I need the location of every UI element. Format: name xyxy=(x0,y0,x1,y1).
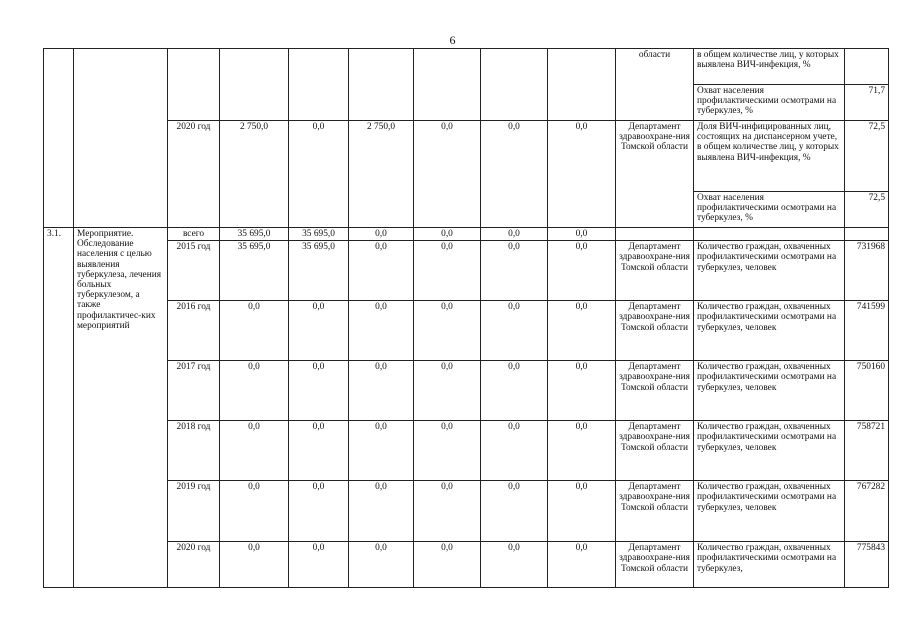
local-cell: 0,0 xyxy=(414,121,481,228)
other-cell: 0,0 xyxy=(548,361,616,421)
value-cell: 750160 xyxy=(845,361,889,421)
number-cell xyxy=(44,49,74,228)
year-cell: 2020 год xyxy=(168,121,220,228)
offbudget-cell: 0,0 xyxy=(481,481,548,542)
measure-name: Мероприятие. Обследование населения с целью выявления туберкулеза, лечения больных туберкулезом, а также профилактичес-ких мероприятий xyxy=(74,228,168,588)
year-cell: 2015 год xyxy=(168,241,220,301)
value-cell: 72,5 xyxy=(845,121,889,192)
other-cell: 0,0 xyxy=(548,121,616,228)
table-row xyxy=(44,361,889,421)
department-cell xyxy=(616,228,694,241)
offbudget-cell: 0,0 xyxy=(481,121,548,228)
table-row xyxy=(44,421,889,481)
regional-cell: 0,0 xyxy=(349,241,414,301)
local-cell: 0,0 xyxy=(414,361,481,421)
regional-cell: 0,0 xyxy=(349,228,414,241)
department-cell: Департамент здравоохране-ния Томской области xyxy=(616,542,694,588)
indicator-cell: Количество граждан, охваченных профилактическими осмотрами на туберкулез, человек xyxy=(694,301,845,361)
program-table xyxy=(43,48,889,588)
table-row xyxy=(44,301,889,361)
measure-number: 3.1. xyxy=(44,228,74,588)
name-cell xyxy=(74,49,168,228)
value-cell xyxy=(845,49,889,85)
value-cell: 731968 xyxy=(845,241,889,301)
year-cell: 2018 год xyxy=(168,421,220,481)
other-cell: 0,0 xyxy=(548,301,616,361)
offbudget-cell: 0,0 xyxy=(481,241,548,301)
indicator-cell: Доля ВИЧ-инфицированных лиц, состоящих на диспансерном учете, в общем количестве лиц, у которых выявлена ВИЧ-инфекция, % xyxy=(694,121,845,192)
offbudget-cell: 0,0 xyxy=(481,421,548,481)
table-row xyxy=(44,542,889,588)
total-cell: 35 695,0 xyxy=(220,241,289,301)
local-cell: 0,0 xyxy=(414,241,481,301)
total-cell: 0,0 xyxy=(220,421,289,481)
regional-cell: 0,0 xyxy=(349,301,414,361)
federal-cell: 35 695,0 xyxy=(289,241,349,301)
local-cell: 0,0 xyxy=(414,481,481,542)
local-cell: 0,0 xyxy=(414,228,481,241)
year-cell: 2019 год xyxy=(168,481,220,542)
indicator-cell: Охват населения профилактическими осмотрами на туберкулез, % xyxy=(694,192,845,228)
indicator-cell: Охват населения профилактическими осмотрами на туберкулез, % xyxy=(694,85,845,121)
regional-cell: 0,0 xyxy=(349,542,414,588)
indicator-cell: Количество граждан, охваченных профилактическими осмотрами на туберкулез, человек xyxy=(694,421,845,481)
regional-cell: 2 750,0 xyxy=(349,121,414,228)
federal-cell: 0,0 xyxy=(289,121,349,228)
value-cell: 767282 xyxy=(845,481,889,542)
table-row xyxy=(44,481,889,542)
local-cell: 0,0 xyxy=(414,301,481,361)
offbudget-cell: 0,0 xyxy=(481,361,548,421)
other-cell: 0,0 xyxy=(548,228,616,241)
federal-cell: 0,0 xyxy=(289,361,349,421)
total-cell: 0,0 xyxy=(220,542,289,588)
federal-cell: 35 695,0 xyxy=(289,228,349,241)
value-cell: 72,5 xyxy=(845,192,889,228)
department-cell: Департамент здравоохране-ния Томской области xyxy=(616,301,694,361)
table-row xyxy=(44,121,889,192)
federal-cell: 0,0 xyxy=(289,542,349,588)
page-number: 6 xyxy=(449,33,456,47)
year-cell xyxy=(168,49,220,121)
offbudget-cell: 0,0 xyxy=(481,228,548,241)
year-cell: 2020 год xyxy=(168,542,220,588)
regional-cell: 0,0 xyxy=(349,421,414,481)
year-cell: 2017 год xyxy=(168,361,220,421)
indicator-cell xyxy=(694,228,845,241)
value-cell: 741599 xyxy=(845,301,889,361)
value-cell xyxy=(845,228,889,241)
indicator-cell: Количество граждан, охваченных профилактическими осмотрами на туберкулез, человек xyxy=(694,481,845,542)
total-cell: 0,0 xyxy=(220,481,289,542)
department-cell: Департамент здравоохране-ния Томской области xyxy=(616,421,694,481)
total-cell: 35 695,0 xyxy=(220,228,289,241)
total-cell: 0,0 xyxy=(220,301,289,361)
local-cell: 0,0 xyxy=(414,542,481,588)
total-cell: 2 750,0 xyxy=(220,121,289,228)
department-cell: Департамент здравоохране-ния Томской области xyxy=(616,481,694,542)
other-cell: 0,0 xyxy=(548,241,616,301)
federal-cell: 0,0 xyxy=(289,481,349,542)
year-cell: всего xyxy=(168,228,220,241)
department-cell: Департамент здравоохране-ния Томской области xyxy=(616,121,694,228)
department-cell: Департамент здравоохране-ния Томской области xyxy=(616,361,694,421)
department-cell: области xyxy=(616,49,694,121)
local-cell: 0,0 xyxy=(414,421,481,481)
table-row xyxy=(44,241,889,301)
federal-cell: 0,0 xyxy=(289,421,349,481)
other-cell: 0,0 xyxy=(548,481,616,542)
table-row xyxy=(44,49,889,85)
other-cell: 0,0 xyxy=(548,542,616,588)
federal-cell: 0,0 xyxy=(289,301,349,361)
regional-cell: 0,0 xyxy=(349,361,414,421)
department-cell: Департамент здравоохране-ния Томской области xyxy=(616,241,694,301)
indicator-cell: в общем количестве лиц, у которых выявлена ВИЧ-инфекция, % xyxy=(694,49,845,85)
year-cell: 2016 год xyxy=(168,301,220,361)
indicator-cell: Количество граждан, охваченных профилактическими осмотрами на туберкулез, xyxy=(694,542,845,588)
offbudget-cell: 0,0 xyxy=(481,301,548,361)
value-cell: 758721 xyxy=(845,421,889,481)
indicator-cell: Количество граждан, охваченных профилактическими осмотрами на туберкулез, человек xyxy=(694,241,845,301)
regional-cell: 0,0 xyxy=(349,481,414,542)
total-cell: 0,0 xyxy=(220,361,289,421)
indicator-cell: Количество граждан, охваченных профилактическими осмотрами на туберкулез, человек xyxy=(694,361,845,421)
value-cell: 71,7 xyxy=(845,85,889,121)
other-cell: 0,0 xyxy=(548,421,616,481)
table-row xyxy=(44,228,889,241)
value-cell: 775843 xyxy=(845,542,889,588)
offbudget-cell: 0,0 xyxy=(481,542,548,588)
